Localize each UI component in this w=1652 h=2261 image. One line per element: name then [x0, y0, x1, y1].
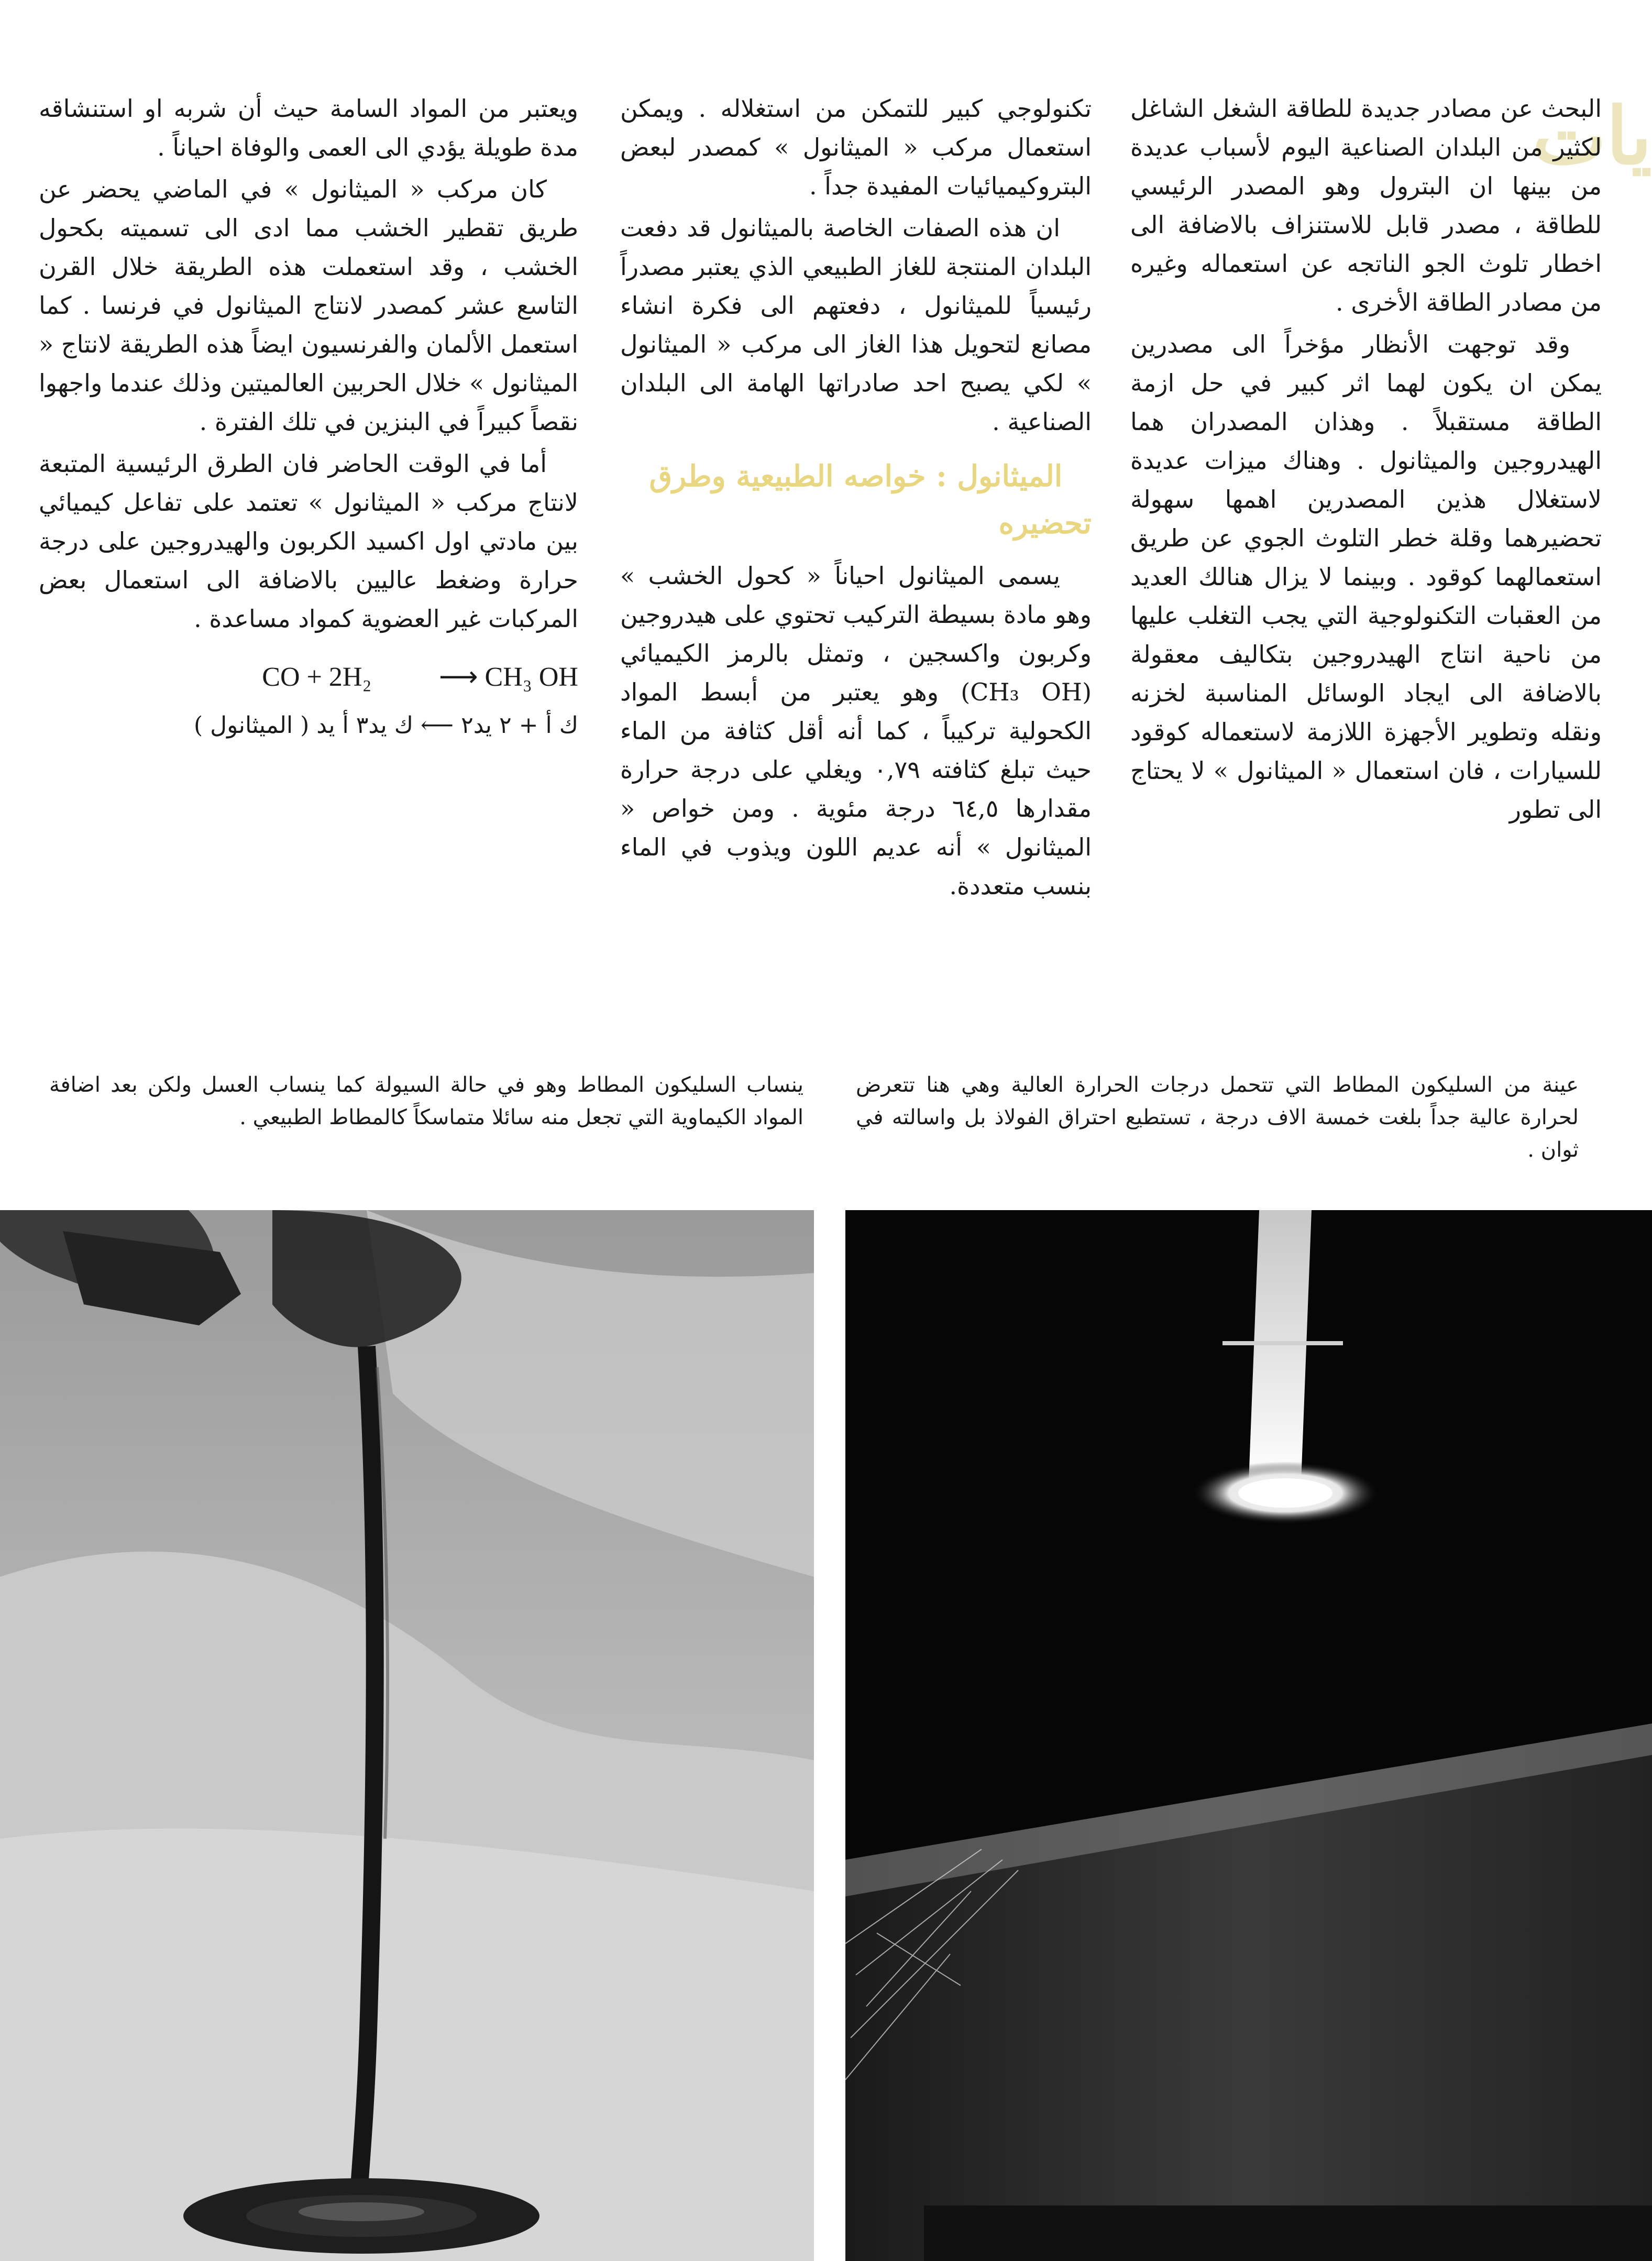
paragraph: البحث عن مصادر جديدة للطاقة الشغل الشاغل لكثير من البلدان الصناعية اليوم لأسباب عديدة من بينها ان البترول وهو المصدر الرئيسي للطاقة ، مصدر قابل للاستنزاف بالاضافة الى اخطار تلوث الجو الناتجه عن استعماله وغيره من مصادر الطاقة الأخرى .	[1130, 94, 1602, 316]
formula-reactants: CO + 2H₂	[262, 662, 372, 692]
reaction-arrow-icon: ⟶	[438, 662, 478, 692]
paragraph: ويعتبر من المواد السامة حيث أن شربه او استنشاقه مدة طويلة يؤدي الى العمى والوفاة احياناً .	[39, 94, 578, 161]
paragraph: يسمى الميثانول احياناً « كحول الخشب » وهو مادة بسيطة التركيب تحتوي على هيدروجين وكربون واكسجين ، وتمثل بالرمز الكيميائي (CH₃ OH) وهو يعتبر من أبسط المواد الكحولية تركيباً ، كما أنه أقل كثافة من الماء حيث تبلغ كثافته ٠,٧٩ ويغلي على درجة حرارة مقدارها ٦٤,٥ درجة مئوية . ومن خواص « الميثانول » أنه عديم اللون ويذوب في الماء بنسب متعددة.	[620, 562, 1092, 900]
silicone-pouring-photo	[0, 1210, 814, 2261]
photo-caption-left: ينساب السليكون المطاط وهو في حالة السيولة كما ينساب العسل ولكن بعد اضافة المواد الكيماوية التي تجعل منه سائلا متماسكاً كالمطاط الطبيعي .	[49, 1073, 803, 1129]
pouring-photo-illustration	[0, 1210, 814, 2261]
paragraph: ان هذه الصفات الخاصة بالميثانول قد دفعت البلدان المنتجة للغاز الطبيعي الذي يعتبر مصدراً رئيسياً للميثانول ، دفعتهم الى فكرة انشاء مصانع لتحويل هذا الغاز الى مركب « الميثانول » لكي يصبح احد صادراتها الهامة الى البلدان الصناعية .	[620, 214, 1092, 436]
formula-product: CH₃ OH	[484, 662, 578, 692]
photo-caption-right: عينة من السليكون المطاط التي تتحمل درجات الحرارة العالية وهي هنا تتعرض لحرارة عالية جداً بلغت خمسة الاف درجة ، تستطيع احتراق الفولاذ بل واسالته في ثوان .	[856, 1073, 1579, 1162]
column-middle	[620, 89, 1092, 908]
section-heading: الميثانول : خواصه الطبيعية وطرق تحضيره	[649, 459, 1092, 541]
chemical-formula-arabic: ك أ + ٢ يد٢ ⟵ ك يد٣ أ يد ( الميثانول )	[193, 712, 578, 739]
chemical-formula	[39, 658, 578, 697]
flame-photo-illustration	[845, 1210, 1652, 2261]
decorative-heading: يات	[1532, 90, 1652, 182]
paragraph: كان مركب « الميثانول » في الماضي يحضر عن طريق تقطير الخشب مما ادى الى تسميته بكحول الخشب ، وقد استعملت هذه الطريقة خلال القرن التاسع عشر كمصدر لانتاج الميثانول في فرنسا . كما استعمل الألمان والفرنسيون ايضاً هذه الطريقة لانتاج « الميثانول » خلال الحربين العالميتين وذلك عندما واجهوا نقصاً كبيراً في البنزين في تلك الفترة .	[39, 175, 578, 436]
column-left	[39, 89, 578, 745]
paragraph: وقد توجهت الأنظار مؤخراً الى مصدرين يمكن ان يكون لهما اثر كبير في حل ازمة الطاقة مستقبلاً . وهذان المصدران هما الهيدروجين والميثانول . وهناك ميزات عديدة لاستغلال هذين المصدرين اهمها سهولة تحضيرهما وقلة خطر التلوث الجوي عن طريق استعمالهما كوقود . وبينما لا يزال هنالك العديد من العقبات التكنولوجية التي يجب التغلب عليها من ناحية انتاج الهيدروجين بتكاليف معقولة بالاضافة الى ايجاد الوسائل المناسبة لخزنه ونقله وتطوير الأجهزة اللازمة لاستعماله كوقود للسيارات ، فان استعمال « الميثانول » لا يحتاج الى تطور	[1130, 330, 1602, 824]
column-right	[1130, 89, 1602, 832]
paragraph: تكنولوجي كبير للتمكن من استغلاله . ويمكن استعمال مركب « الميثانول » كمصدر لبعض البتروكيميائيات المفيدة جداً .	[620, 94, 1092, 200]
paragraph: أما في الوقت الحاضر فان الطرق الرئيسية المتبعة لانتاج مركب « الميثانول » تعتمد على تفاعل كيميائي بين مادتي اول اكسيد الكربون والهيدروجين على درجة حرارة وضغط عاليين بالاضافة الى استعمال بعض المركبات غير العضوية كمواد مساعدة .	[39, 449, 578, 633]
silicone-flame-photo	[845, 1210, 1652, 2261]
